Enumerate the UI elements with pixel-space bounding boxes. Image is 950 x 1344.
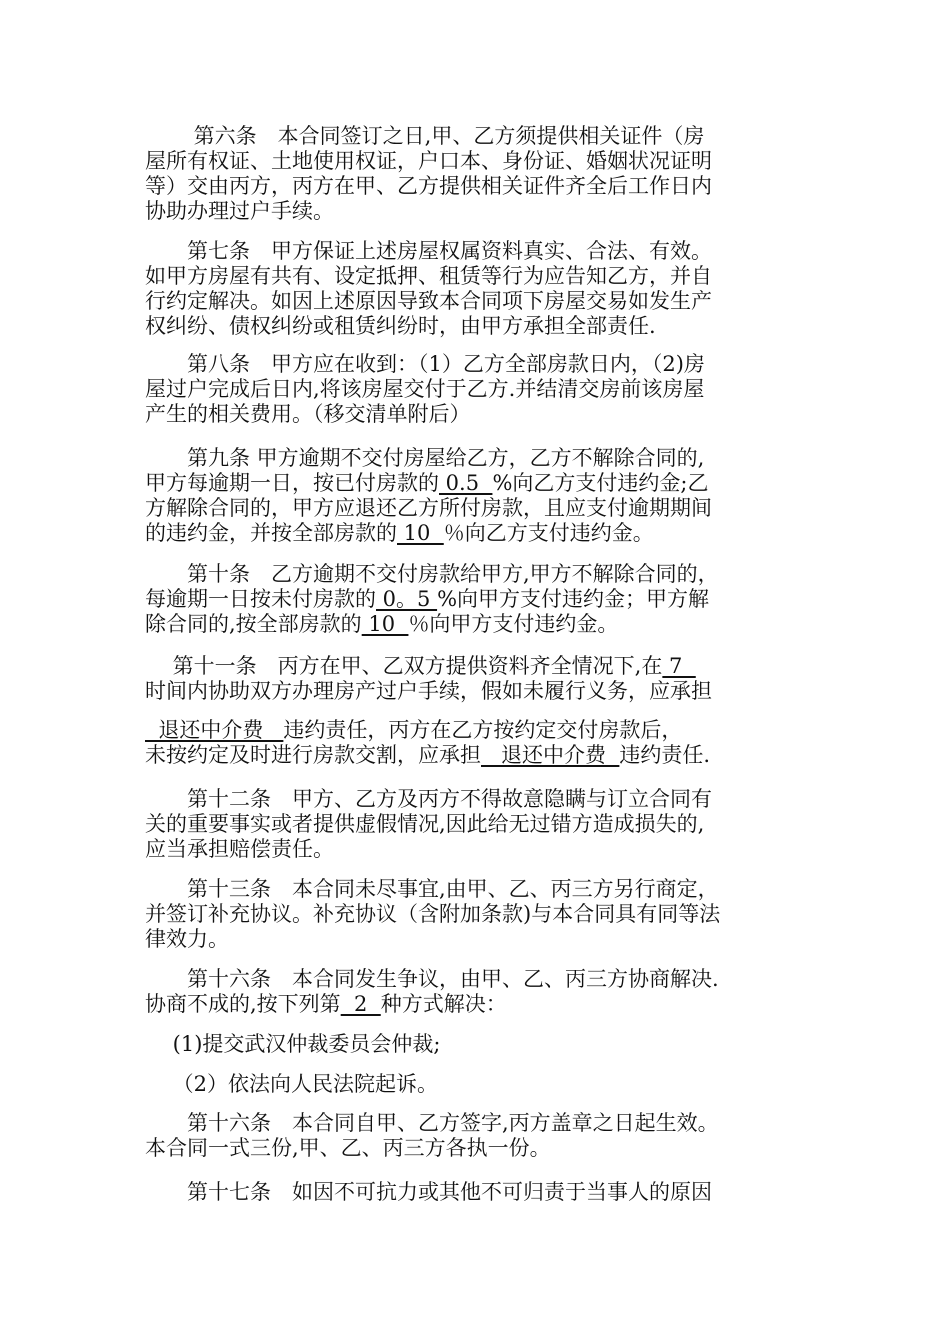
filled-blank: 0.5 — [439, 471, 493, 495]
article-16-effect-paragraph — [145, 1111, 810, 1161]
text-line: 权纠纷、债权纠纷或租赁纠纷时，由甲方承担全部责任. — [145, 314, 656, 338]
text-line: 屋所有权证、土地使用权证，户口本、身份证、婚姻状况证明 — [145, 149, 712, 173]
text-segment: %向乙方支付违约金;乙 — [492, 471, 709, 495]
text-line — [145, 718, 810, 743]
filled-blank: 7 — [662, 654, 696, 678]
text-line: 并签订补充协议。补充协议（含附加条款)与本合同具有同等法 — [145, 902, 721, 926]
text-segment: %向甲方支付违约金；甲方解 — [437, 587, 710, 611]
article-17-paragraph — [145, 1180, 810, 1205]
text-line: 律效力。 — [145, 927, 229, 951]
text-line: 第十七条 如因不可抗力或其他不可归责于当事人的原因 — [145, 1180, 712, 1204]
text-segment: 甲方每逾期一日，按已付房款的 — [145, 471, 439, 495]
text-line — [145, 521, 810, 546]
article-6-paragraph — [145, 124, 810, 224]
text-line: 第十六条 本合同自甲、乙方签字,丙方盖章之日起生效。 — [145, 1111, 719, 1135]
text-line — [145, 743, 810, 768]
filled-blank: 10 — [361, 612, 409, 636]
filled-blank: 0。5 — [376, 587, 438, 611]
text-line: 第九条 甲方逾期不交付房屋给乙方，乙方不解除合同的, — [145, 446, 705, 470]
text-segment: 未按约定及时进行房款交割，应承担 — [145, 743, 481, 767]
article-11-continuation — [145, 718, 810, 768]
article-9-paragraph — [145, 446, 810, 546]
text-segment: 违约责任，丙方在乙方按约定交付房款后， — [283, 718, 683, 742]
text-line: （2）依法向人民法院起诉。 — [145, 1072, 439, 1096]
article-13-paragraph — [145, 877, 810, 952]
text-segment: 种方式解决： — [380, 992, 507, 1016]
text-line: 等）交由丙方，丙方在甲、乙方提供相关证件齐全后工作日内 — [145, 174, 712, 198]
text-segment: 协商不成的,按下列第 — [145, 992, 341, 1016]
text-line — [145, 471, 810, 496]
dispute-option-1 — [145, 1032, 810, 1057]
text-segment: 第十一条 丙方在甲、乙双方提供资料齐全情况下,在 — [145, 654, 663, 678]
text-line: 协助办理过户手续。 — [145, 199, 334, 223]
filled-blank: 10 — [397, 521, 444, 545]
article-8-paragraph — [145, 352, 810, 427]
text-line — [145, 587, 810, 612]
text-line: 如甲方房屋有共有、设定抵押、租赁等行为应告知乙方，并自 — [145, 264, 712, 288]
text-line: 时间内协助双方办理房产过户手续，假如未履行义务，应承担 — [145, 679, 712, 703]
text-line: 应当承担赔偿责任。 — [145, 837, 334, 861]
text-segment: 的违约金，并按全部房款的 — [145, 521, 397, 545]
filled-blank: 退还中介费 — [481, 743, 620, 767]
text-line — [145, 612, 810, 637]
text-segment: ％向甲方支付违约金。 — [408, 612, 619, 636]
text-line: 第七条 甲方保证上述房屋权属资料真实、合法、有效。 — [145, 239, 712, 263]
article-12-paragraph — [145, 787, 810, 862]
text-line: 第十二条 甲方、乙方及丙方不得故意隐瞒与订立合同有 — [145, 787, 712, 811]
text-segment: 每逾期一日按未付房款的 — [145, 587, 376, 611]
text-line: 方解除合同的，甲方应退还乙方所付房款，且应支付逾期期间 — [145, 496, 712, 520]
text-line: 第八条 甲方应在收到：（1）乙方全部房款日内，（2)房 — [145, 352, 705, 376]
article-11-paragraph — [145, 654, 810, 704]
text-line: (1)提交武汉仲裁委员会仲裁; — [145, 1032, 441, 1056]
filled-blank: 2 — [340, 992, 381, 1016]
article-16-dispute-paragraph — [145, 967, 810, 1017]
article-10-paragraph — [145, 562, 810, 637]
text-segment: ％向乙方支付违约金。 — [443, 521, 654, 545]
text-line: 第十三条 本合同未尽事宜,由甲、乙、丙三方另行商定， — [145, 877, 719, 901]
text-line: 行约定解决。如因上述原因导致本合同项下房屋交易如发生产 — [145, 289, 712, 313]
text-line: 第十条 乙方逾期不交付房款给甲方,甲方不解除合同的， — [145, 562, 719, 586]
text-line: 第十六条 本合同发生争议，由甲、乙、丙三方协商解决. — [145, 967, 719, 991]
text-line — [145, 654, 810, 679]
dispute-option-2 — [145, 1072, 810, 1097]
text-segment: 除合同的,按全部房款的 — [145, 612, 362, 636]
text-line: 产生的相关费用。（移交清单附后） — [145, 402, 471, 426]
text-line: 本合同一式三份,甲、乙、丙三方各执一份。 — [145, 1136, 551, 1160]
filled-blank: 退还中介费 — [145, 718, 284, 742]
text-line — [145, 992, 810, 1017]
article-7-paragraph — [145, 239, 810, 339]
text-line: 第六条 本合同签订之日,甲、乙方须提供相关证件（房 — [145, 124, 705, 148]
text-line: 关的重要事实或者提供虚假情况,因此给无过错方造成损失的, — [145, 812, 705, 836]
text-line: 屋过户完成后日内,将该房屋交付于乙方.并结清交房前该房屋 — [145, 377, 705, 401]
text-segment: 违约责任. — [619, 743, 711, 767]
